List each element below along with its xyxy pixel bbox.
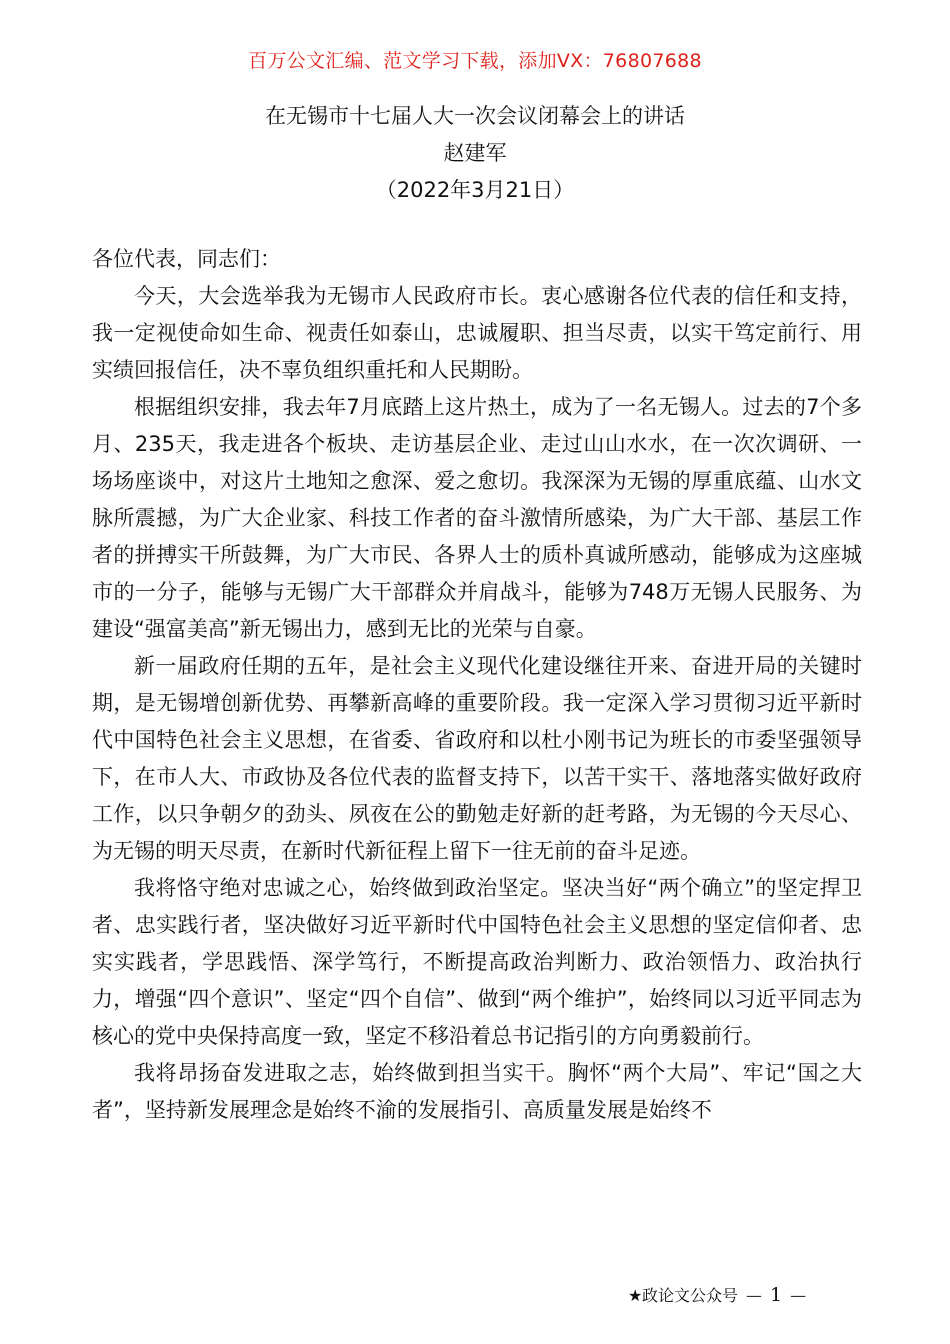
footer-dash-right: — <box>790 1286 807 1305</box>
paragraph: 今天，大会选举我为无锡市人民政府市长。衷心感谢各位代表的信任和支持，我一定视使命如生命、视责任如泰山，忠诚履职、担当尽责，以实干笃定前行、用实绩回报信任，决不辜负组织重托和人民期盼。 <box>92 284 862 382</box>
speaker-name: 赵建军 <box>443 141 507 165</box>
footer-dash-left: — <box>746 1286 763 1305</box>
speech-date: （2022年3月21日） <box>375 178 575 202</box>
salutation: 各位代表，同志们： <box>92 247 281 271</box>
paragraph: 我将恪守绝对忠诚之心，始终做到政治坚定。坚决当好“两个确立”的坚定捍卫者、忠实践行者，坚决做好习近平新时代中国特色社会主义思想的坚定信仰者、忠实实践者，学思践悟、深学笃行，不断提高政治判断力、政治领悟力、政治执行力，增强“四个意识”、坚定“四个自信”、做到“两个维护”，始终同以习近平同志为核心的党中央保持高度一致，坚定不移沿着总书记指引的方向勇毅前行。 <box>92 876 862 1048</box>
speech-title: 在无锡市十七届人大一次会议闭幕会上的讲话 <box>265 104 685 128</box>
star-icon: ★ <box>628 1286 643 1305</box>
title-block <box>0 98 950 209</box>
page-footer <box>628 1283 858 1307</box>
page-number: 1 <box>770 1284 783 1306</box>
header-watermark-note: 百万公文汇编、范文学习下载，添加VX：76807688 <box>248 50 702 72</box>
paragraph: 根据组织安排，我去年7月底踏上这片热土，成为了一名无锡人。过去的7个多月、235天，我走进各个板块、走访基层企业、走过山山水水，在一次次调研、一场场座谈中，对这片土地知之愈深、爱之愈切。我深深为无锡的厚重底蕴、山水文脉所震撼，为广大企业家、科技工作者的奋斗激情所感染，为广大干部、基层工作者的拼搏实干所鼓舞，为广大市民、各界人士的质朴真诚所感动，能够成为这座城市的一分子，能够与无锡广大干部群众并肩战斗，能够为748万无锡人民服务、为建设“强富美高”新无锡出力，感到无比的光荣与自豪。 <box>92 395 862 641</box>
footer-source: 政论文公众号 <box>642 1286 739 1305</box>
paragraph: 我将昂扬奋发进取之志，始终做到担当实干。胸怀“两个大局”、牢记“国之大者”，坚持新发展理念是始终不渝的发展指引、高质量发展是始终不 <box>92 1061 862 1122</box>
paragraph: 新一届政府任期的五年，是社会主义现代化建设继往开来、奋进开局的关键时期，是无锡增创新优势、再攀新高峰的重要阶段。我一定深入学习贯彻习近平新时代中国特色社会主义思想，在省委、省政府和以杜小刚书记为班长的市委坚强领导下，在市人大、市政协及各位代表的监督支持下，以苦干实干、落地落实做好政府工作，以只争朝夕的劲头、夙夜在公的勤勉走好新的赶考路，为无锡的今天尽心、为无锡的明天尽责，在新时代新征程上留下一往无前的奋斗足迹。 <box>92 654 862 863</box>
speech-body <box>92 241 862 1129</box>
